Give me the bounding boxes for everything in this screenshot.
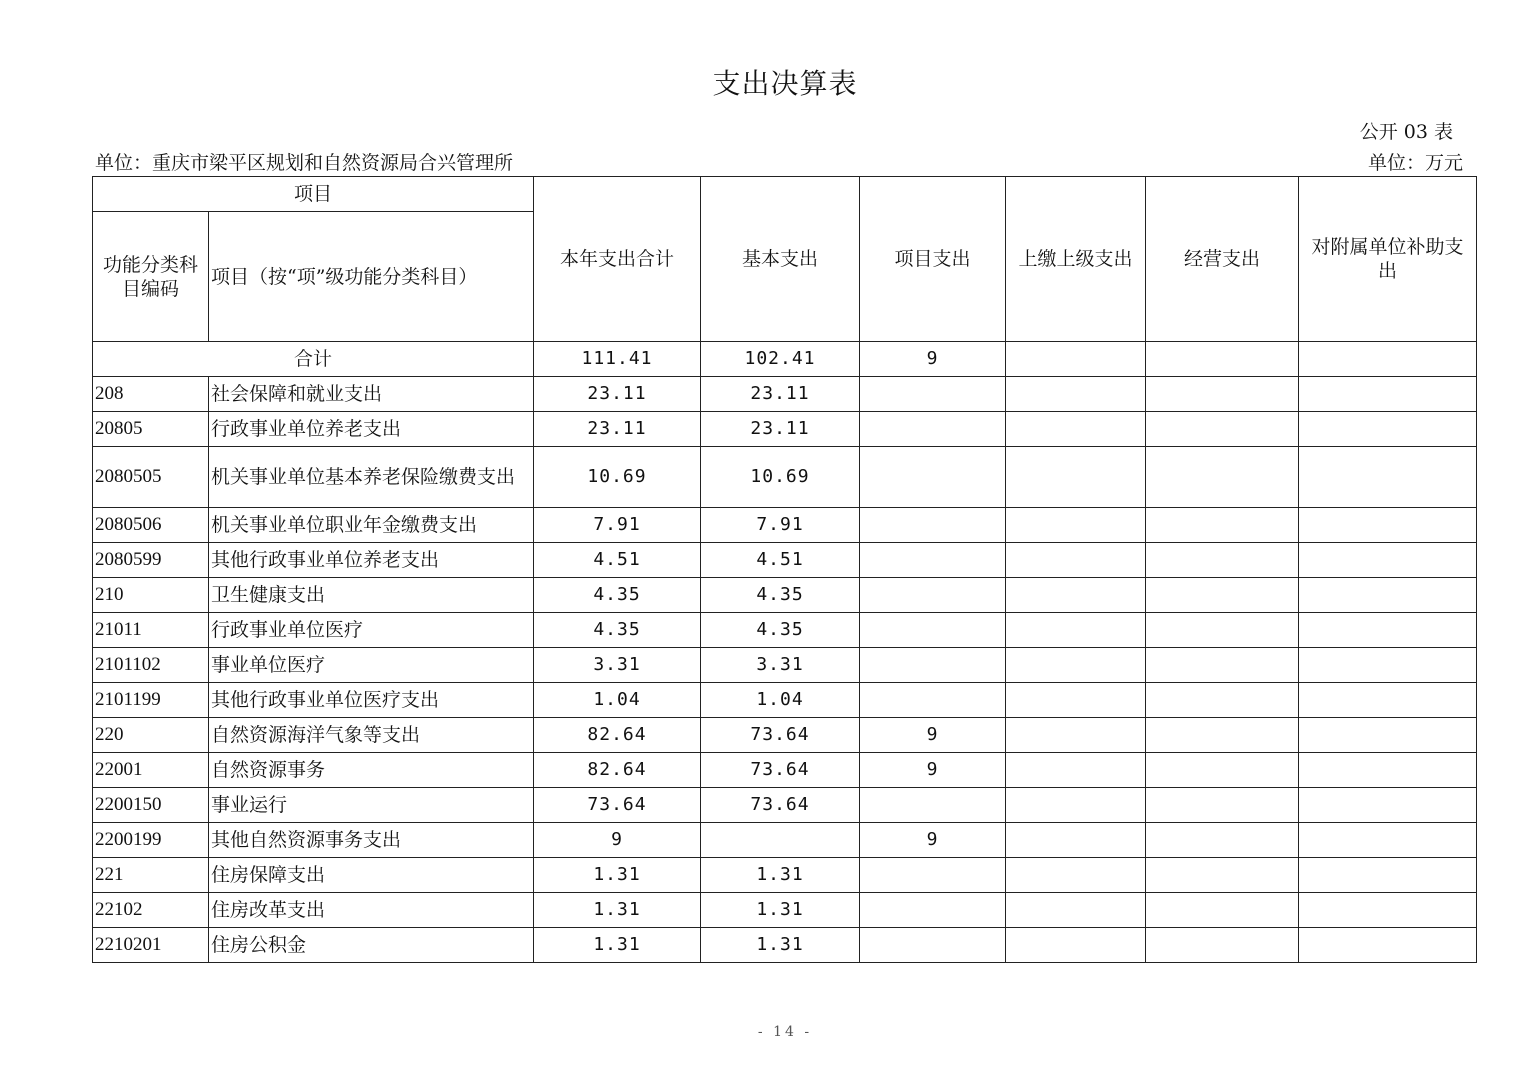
- row-basic: 23.11: [701, 377, 860, 412]
- row-project: [860, 683, 1006, 718]
- table-row: [93, 753, 1477, 788]
- summary-subsidy: [1299, 342, 1477, 377]
- row-code: 221: [93, 858, 209, 893]
- row-subsidy: [1299, 858, 1477, 893]
- row-basic: 4.35: [701, 613, 860, 648]
- row-total: 1.31: [534, 928, 701, 963]
- row-total: 10.69: [534, 447, 701, 508]
- header-upper-payment: 上缴上级支出: [1006, 177, 1146, 342]
- row-code: 2080599: [93, 543, 209, 578]
- form-number: 公开 03 表: [1359, 121, 1453, 143]
- table-row: [93, 412, 1477, 447]
- row-upper: [1006, 683, 1146, 718]
- table-row: [93, 718, 1477, 753]
- header-name: 项目（按“项”级功能分类科目）: [209, 212, 534, 342]
- row-total: 4.35: [534, 578, 701, 613]
- row-project: [860, 928, 1006, 963]
- row-name: 其他行政事业单位医疗支出: [209, 683, 534, 718]
- row-subsidy: [1299, 823, 1477, 858]
- summary-project: 9: [860, 342, 1006, 377]
- row-basic: 1.31: [701, 893, 860, 928]
- row-upper: [1006, 543, 1146, 578]
- page-number: - 14 -: [757, 1024, 813, 1040]
- row-total: 4.51: [534, 543, 701, 578]
- row-code: 21011: [93, 613, 209, 648]
- row-subsidy: [1299, 893, 1477, 928]
- row-code: 2101102: [93, 648, 209, 683]
- row-name: 住房公积金: [209, 928, 534, 963]
- row-name: 机关事业单位基本养老保险缴费支出: [209, 447, 534, 508]
- table-row: [93, 788, 1477, 823]
- summary-basic: 102.41: [701, 342, 860, 377]
- row-subsidy: [1299, 412, 1477, 447]
- summary-label: 合计: [93, 342, 534, 377]
- row-total: 7.91: [534, 508, 701, 543]
- row-basic: 1.31: [701, 928, 860, 963]
- row-upper: [1006, 928, 1146, 963]
- row-name: 自然资源海洋气象等支出: [209, 718, 534, 753]
- row-name: 事业运行: [209, 788, 534, 823]
- row-code: 22001: [93, 753, 209, 788]
- row-business: [1146, 613, 1299, 648]
- row-upper: [1006, 718, 1146, 753]
- page-title: 支出决算表: [712, 67, 858, 100]
- row-subsidy: [1299, 543, 1477, 578]
- row-project: [860, 858, 1006, 893]
- row-code: 20805: [93, 412, 209, 447]
- row-subsidy: [1299, 753, 1477, 788]
- row-upper: [1006, 447, 1146, 508]
- row-subsidy: [1299, 718, 1477, 753]
- row-basic: 7.91: [701, 508, 860, 543]
- row-code: 2080505: [93, 447, 209, 508]
- row-upper: [1006, 412, 1146, 447]
- row-code: 210: [93, 578, 209, 613]
- summary-row: [93, 342, 1477, 377]
- row-code: 2080506: [93, 508, 209, 543]
- row-subsidy: [1299, 683, 1477, 718]
- row-business: [1146, 508, 1299, 543]
- row-business: [1146, 543, 1299, 578]
- row-basic: [701, 823, 860, 858]
- header-subsidy: 对附属单位补助支出: [1299, 177, 1477, 342]
- row-upper: [1006, 788, 1146, 823]
- row-upper: [1006, 858, 1146, 893]
- row-total: 1.04: [534, 683, 701, 718]
- row-business: [1146, 377, 1299, 412]
- table-row: [93, 613, 1477, 648]
- row-basic: 10.69: [701, 447, 860, 508]
- row-project: [860, 613, 1006, 648]
- row-subsidy: [1299, 648, 1477, 683]
- row-basic: 73.64: [701, 788, 860, 823]
- row-name: 住房保障支出: [209, 858, 534, 893]
- row-subsidy: [1299, 613, 1477, 648]
- summary-upper: [1006, 342, 1146, 377]
- row-basic: 1.31: [701, 858, 860, 893]
- row-code: 220: [93, 718, 209, 753]
- row-business: [1146, 412, 1299, 447]
- row-project: 9: [860, 753, 1006, 788]
- row-project: [860, 377, 1006, 412]
- row-project: [860, 447, 1006, 508]
- header-basic: 基本支出: [701, 177, 860, 342]
- row-project: [860, 893, 1006, 928]
- table-row: [93, 893, 1477, 928]
- row-total: 3.31: [534, 648, 701, 683]
- row-code: 2200150: [93, 788, 209, 823]
- row-business: [1146, 823, 1299, 858]
- table-row: [93, 823, 1477, 858]
- row-basic: 4.51: [701, 543, 860, 578]
- row-code: 2200199: [93, 823, 209, 858]
- summary-business: [1146, 342, 1299, 377]
- row-basic: 3.31: [701, 648, 860, 683]
- row-code: 208: [93, 377, 209, 412]
- row-total: 82.64: [534, 718, 701, 753]
- currency-unit: 单位：万元: [1367, 152, 1463, 174]
- table-row: [93, 447, 1477, 508]
- row-business: [1146, 753, 1299, 788]
- table-row: [93, 648, 1477, 683]
- table-row: [93, 858, 1477, 893]
- expenditure-table: [92, 176, 1477, 963]
- row-total: 23.11: [534, 412, 701, 447]
- row-subsidy: [1299, 447, 1477, 508]
- table-row: [93, 578, 1477, 613]
- row-project: [860, 648, 1006, 683]
- row-project: [860, 412, 1006, 447]
- row-name: 住房改革支出: [209, 893, 534, 928]
- row-name: 其他行政事业单位养老支出: [209, 543, 534, 578]
- header-total: 本年支出合计: [534, 177, 701, 342]
- row-project: [860, 578, 1006, 613]
- table-row: [93, 683, 1477, 718]
- row-upper: [1006, 893, 1146, 928]
- row-basic: 73.64: [701, 718, 860, 753]
- row-total: 1.31: [534, 858, 701, 893]
- row-name: 自然资源事务: [209, 753, 534, 788]
- row-business: [1146, 718, 1299, 753]
- row-name: 机关事业单位职业年金缴费支出: [209, 508, 534, 543]
- row-subsidy: [1299, 928, 1477, 963]
- row-business: [1146, 578, 1299, 613]
- row-basic: 4.35: [701, 578, 860, 613]
- header-project: 项目: [93, 177, 534, 212]
- row-name: 卫生健康支出: [209, 578, 534, 613]
- row-project: [860, 508, 1006, 543]
- table-row: [93, 508, 1477, 543]
- row-business: [1146, 788, 1299, 823]
- row-upper: [1006, 377, 1146, 412]
- row-project: [860, 788, 1006, 823]
- row-business: [1146, 858, 1299, 893]
- row-upper: [1006, 578, 1146, 613]
- row-upper: [1006, 648, 1146, 683]
- table-row: [93, 543, 1477, 578]
- row-name: 社会保障和就业支出: [209, 377, 534, 412]
- row-business: [1146, 648, 1299, 683]
- row-subsidy: [1299, 788, 1477, 823]
- table-row: [93, 928, 1477, 963]
- row-business: [1146, 447, 1299, 508]
- row-project: [860, 543, 1006, 578]
- row-total: 73.64: [534, 788, 701, 823]
- row-subsidy: [1299, 377, 1477, 412]
- row-upper: [1006, 508, 1146, 543]
- row-upper: [1006, 823, 1146, 858]
- row-total: 82.64: [534, 753, 701, 788]
- row-code: 2210201: [93, 928, 209, 963]
- row-code: 2101199: [93, 683, 209, 718]
- row-business: [1146, 928, 1299, 963]
- row-name: 行政事业单位养老支出: [209, 412, 534, 447]
- header-project-expense: 项目支出: [860, 177, 1006, 342]
- row-total: 1.31: [534, 893, 701, 928]
- table-row: [93, 377, 1477, 412]
- row-total: 9: [534, 823, 701, 858]
- header-business: 经营支出: [1146, 177, 1299, 342]
- row-name: 其他自然资源事务支出: [209, 823, 534, 858]
- row-basic: 1.04: [701, 683, 860, 718]
- row-name: 事业单位医疗: [209, 648, 534, 683]
- header-code: 功能分类科目编码: [93, 212, 209, 342]
- row-name: 行政事业单位医疗: [209, 613, 534, 648]
- row-total: 23.11: [534, 377, 701, 412]
- row-upper: [1006, 613, 1146, 648]
- row-project: 9: [860, 823, 1006, 858]
- row-business: [1146, 893, 1299, 928]
- row-project: 9: [860, 718, 1006, 753]
- row-upper: [1006, 753, 1146, 788]
- row-business: [1146, 683, 1299, 718]
- row-total: 4.35: [534, 613, 701, 648]
- row-code: 22102: [93, 893, 209, 928]
- row-basic: 73.64: [701, 753, 860, 788]
- header-row: [93, 177, 1477, 212]
- row-basic: 23.11: [701, 412, 860, 447]
- row-subsidy: [1299, 578, 1477, 613]
- summary-total: 111.41: [534, 342, 701, 377]
- unit-name: 单位：重庆市梁平区规划和自然资源局合兴管理所: [95, 152, 514, 174]
- row-subsidy: [1299, 508, 1477, 543]
